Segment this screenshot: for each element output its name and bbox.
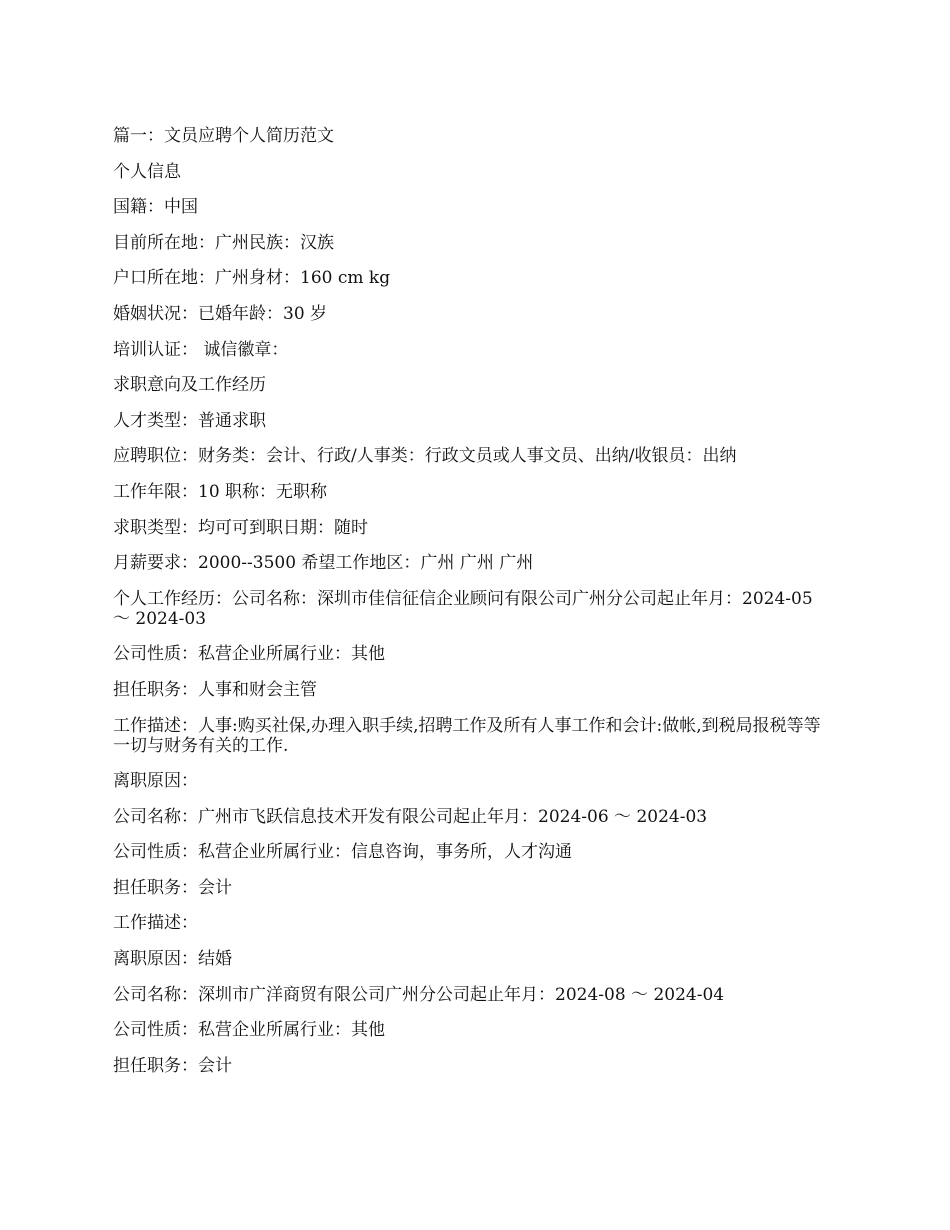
work-years-line: 工作年限：10 职称：无职称 <box>113 481 328 502</box>
certification-line: 培训认证： 诚信徽章： <box>113 339 289 360</box>
work-experience-2-nature: 公司性质：私营企业所属行业：信息咨询，事务所，人才沟通 <box>113 842 572 863</box>
household-location-line: 户口所在地：广州身材：160 cm kg <box>113 268 391 289</box>
work-experience-2-position: 担任职务：会计 <box>113 877 232 898</box>
work-experience-3-nature: 公司性质：私营企业所属行业：其他 <box>113 1020 385 1041</box>
applied-position-line: 应聘职位：财务类：会计、行政/人事类：行政文员或人事文员、出纳/收银员：出纳 <box>113 446 737 467</box>
work-experience-3-position: 担任职务：会计 <box>113 1055 232 1076</box>
document-body <box>113 126 833 1091</box>
work-experience-1-position: 担任职务：人事和财会主管 <box>113 679 317 700</box>
current-location-line: 目前所在地：广州民族：汉族 <box>113 232 334 253</box>
work-experience-1-company: 个人工作经历：公司名称：深圳市佳信征信企业顾问有限公司广州分公司起止年月：2024-05 ～ 2024-03 <box>113 588 813 629</box>
section-heading-personal-info: 个人信息 <box>113 161 181 182</box>
job-type-line: 求职类型：均可可到职日期：随时 <box>113 517 368 538</box>
work-experience-1-leave-reason: 离职原因： <box>113 771 198 792</box>
marital-status-line: 婚姻状况：已婚年龄：30 岁 <box>113 303 328 324</box>
doc-title: 篇一：文员应聘个人简历范文 <box>113 126 334 146</box>
work-experience-2-company: 公司名称：广州市飞跃信息技术开发有限公司起止年月：2024-06 ～ 2024-03 <box>113 806 708 827</box>
work-experience-3-company: 公司名称：深圳市广洋商贸有限公司广州分公司起止年月：2024-08 ～ 2024-04 <box>113 984 725 1005</box>
nationality-line: 国籍：中国 <box>113 197 198 218</box>
salary-line: 月薪要求：2000--3500 希望工作地区：广州 广州 广州 <box>113 553 534 574</box>
talent-type-line: 人才类型：普通求职 <box>113 410 266 431</box>
section-heading-job-intention: 求职意向及工作经历 <box>113 375 266 396</box>
work-experience-2-description: 工作描述： <box>113 913 198 934</box>
work-experience-1-nature: 公司性质：私营企业所属行业：其他 <box>113 644 385 665</box>
work-experience-2-leave-reason: 离职原因：结婚 <box>113 949 232 970</box>
work-experience-1-description: 工作描述：人事:购买社保,办理入职手续,招聘工作及所有人事工作和会计:做帐,到税局报税等等一切与财务有关的工作. <box>113 715 821 756</box>
